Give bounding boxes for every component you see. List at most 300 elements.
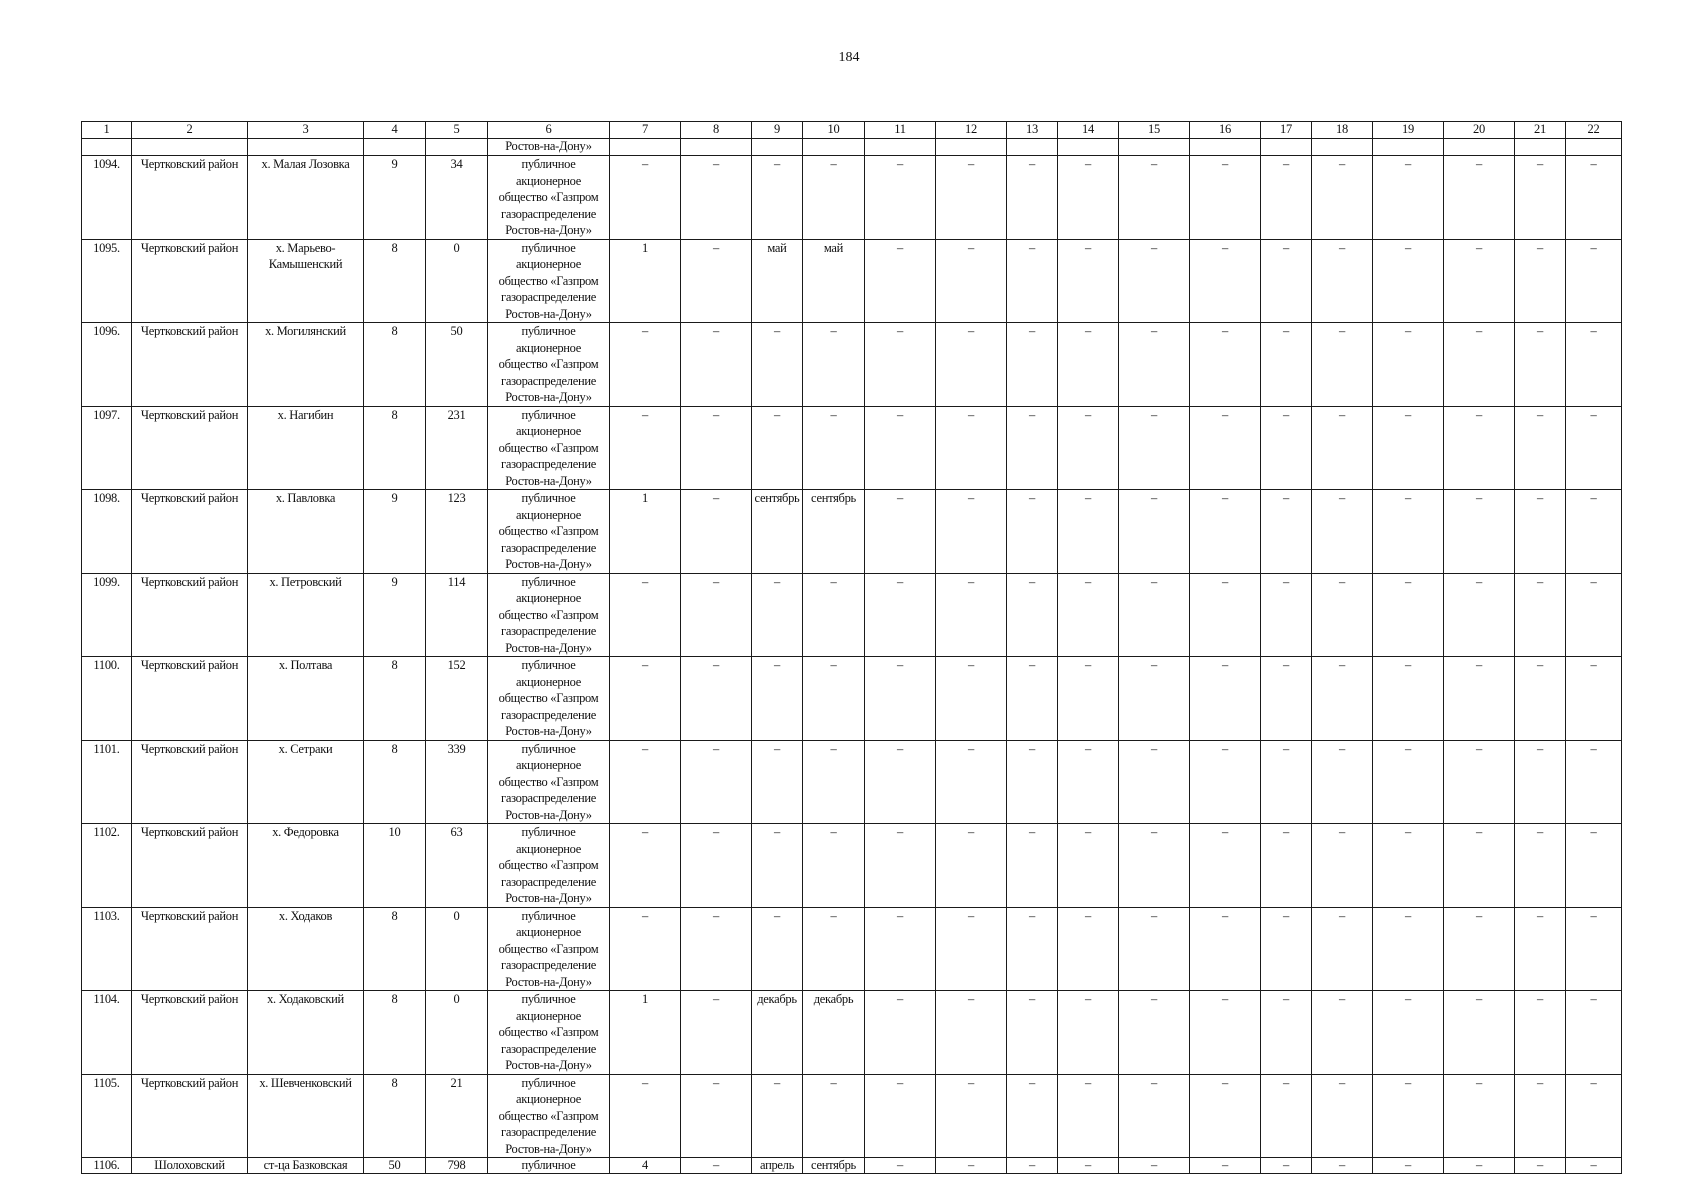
column-12-cell: – <box>936 490 1007 574</box>
column-21-cell: – <box>1515 239 1566 323</box>
row-number-cell: 1106. <box>82 1158 132 1174</box>
table-row <box>82 991 1622 1075</box>
column-5-cell: 0 <box>426 991 488 1075</box>
column-11-cell: – <box>865 1074 936 1158</box>
column-8-cell: – <box>681 323 752 407</box>
column-5-cell: 21 <box>426 1074 488 1158</box>
organization-line: газораспределение <box>501 624 596 638</box>
district-cell: Чертковский район <box>132 907 248 991</box>
column-4-cell: 8 <box>364 740 426 824</box>
continuation-empty-cell <box>1119 139 1190 156</box>
continuation-empty-cell <box>248 139 364 156</box>
organization-line: газораспределение <box>501 707 596 722</box>
organization-line: общество «Газпром <box>498 941 599 956</box>
column-15-cell: – <box>1119 156 1190 240</box>
column-5-cell: 50 <box>426 323 488 407</box>
column-9-cell: сентябрь <box>752 490 803 574</box>
organization-line: публичное <box>521 741 576 756</box>
column-11-cell: – <box>865 657 936 741</box>
column-19-cell: – <box>1373 740 1444 824</box>
column-15-cell: – <box>1119 1074 1190 1158</box>
column-9-cell: апрель <box>752 1158 803 1174</box>
district-cell: Чертковский район <box>132 239 248 323</box>
header-cell-18: 18 <box>1312 122 1373 139</box>
column-15-cell: – <box>1119 323 1190 407</box>
continuation-empty-cell <box>681 139 752 156</box>
column-18-cell: – <box>1312 573 1373 657</box>
district-cell: Чертковский район <box>132 657 248 741</box>
locality-cell: х. Могилянский <box>248 323 364 407</box>
column-14-cell: – <box>1058 740 1119 824</box>
row-number-cell: 1101. <box>82 740 132 824</box>
district-cell: Чертковский район <box>132 406 248 490</box>
column-10-cell: декабрь <box>803 991 865 1075</box>
organization-line: Ростов-на-Дону» <box>505 306 592 321</box>
column-5-cell: 0 <box>426 239 488 323</box>
column-4-cell: 8 <box>364 657 426 741</box>
column-7-cell: – <box>610 573 681 657</box>
district-cell: Чертковский район <box>132 1074 248 1158</box>
organization-cell <box>488 907 610 991</box>
column-13-cell: – <box>1007 907 1058 991</box>
organization-line: публичное <box>521 491 576 505</box>
column-10-cell: сентябрь <box>803 1158 865 1174</box>
column-14-cell: – <box>1058 323 1119 407</box>
column-22-cell: – <box>1566 323 1622 407</box>
column-16-cell: – <box>1190 824 1261 908</box>
column-7-cell: – <box>610 1074 681 1158</box>
organization-line: акционерное <box>515 1008 582 1023</box>
column-20-cell: – <box>1444 406 1515 490</box>
organization-line: акционерное <box>515 674 582 689</box>
organization-line: газораспределение <box>501 1125 596 1139</box>
organization-line: газораспределение <box>501 206 596 221</box>
organization-cell <box>488 824 610 908</box>
column-20-cell: – <box>1444 1158 1515 1174</box>
row-number-cell: 1096. <box>82 323 132 407</box>
organization-line: газораспределение <box>501 457 596 471</box>
table-row <box>82 740 1622 824</box>
column-15-cell: – <box>1119 657 1190 741</box>
header-cell-21: 21 <box>1515 122 1566 139</box>
locality-cell: х. Малая Лозовка <box>248 156 364 240</box>
column-12-cell: – <box>936 740 1007 824</box>
organization-line: акционерное <box>515 173 582 188</box>
column-13-cell: – <box>1007 657 1058 741</box>
header-cell-3: 3 <box>248 122 364 139</box>
column-4-cell: 8 <box>364 1074 426 1158</box>
column-17-cell: – <box>1261 156 1312 240</box>
continuation-empty-cell <box>610 139 681 156</box>
column-4-cell: 8 <box>364 406 426 490</box>
column-17-cell: – <box>1261 991 1312 1075</box>
organization-line: общество «Газпром <box>498 524 599 538</box>
column-4-cell: 10 <box>364 824 426 908</box>
organization-line: газораспределение <box>501 540 596 555</box>
row-number-cell: 1098. <box>82 490 132 574</box>
row-number-cell: 1099. <box>82 573 132 657</box>
table-row <box>82 239 1622 323</box>
column-7-cell: – <box>610 657 681 741</box>
column-14-cell: – <box>1058 490 1119 574</box>
column-12-cell: – <box>936 573 1007 657</box>
row-number-cell: 1104. <box>82 991 132 1075</box>
column-13-cell: – <box>1007 740 1058 824</box>
column-10-cell: – <box>803 740 865 824</box>
column-19-cell: – <box>1373 907 1444 991</box>
district-cell: Шолоховский <box>132 1158 248 1174</box>
column-17-cell: – <box>1261 824 1312 908</box>
column-5-cell: 152 <box>426 657 488 741</box>
header-cell-5: 5 <box>426 122 488 139</box>
continuation-empty-cell <box>1444 139 1515 156</box>
column-19-cell: – <box>1373 490 1444 574</box>
column-9-cell: – <box>752 573 803 657</box>
organization-line: публичное <box>521 1075 576 1090</box>
organization-line: общество «Газпром <box>498 1108 599 1123</box>
organization-line: Ростов-на-Дону» <box>505 1141 592 1156</box>
column-18-cell: – <box>1312 1074 1373 1158</box>
table-row <box>82 573 1622 657</box>
column-17-cell: – <box>1261 657 1312 741</box>
organization-line: акционерное <box>515 257 582 271</box>
row-number-cell: 1097. <box>82 406 132 490</box>
organization-cell <box>488 406 610 490</box>
column-19-cell: – <box>1373 239 1444 323</box>
column-11-cell: – <box>865 991 936 1075</box>
column-20-cell: – <box>1444 824 1515 908</box>
column-13-cell: – <box>1007 156 1058 240</box>
organization-line: Ростов-на-Дону» <box>505 473 592 488</box>
continuation-empty-cell <box>1261 139 1312 156</box>
column-13-cell: – <box>1007 991 1058 1075</box>
locality-cell: х. Петровский <box>248 573 364 657</box>
organization-line: Ростов-на-Дону» <box>505 1058 592 1072</box>
header-cell-4: 4 <box>364 122 426 139</box>
column-5-cell: 34 <box>426 156 488 240</box>
continuation-row <box>82 139 1622 156</box>
row-number-cell: 1103. <box>82 907 132 991</box>
organization-line: газораспределение <box>501 958 596 972</box>
column-9-cell: – <box>752 824 803 908</box>
column-18-cell: – <box>1312 907 1373 991</box>
column-13-cell: – <box>1007 824 1058 908</box>
column-7-cell: 1 <box>610 991 681 1075</box>
organization-line: Ростов-на-Дону» <box>505 223 592 237</box>
organization-line: публичное <box>521 825 576 839</box>
organization-line: Ростов-на-Дону» <box>505 557 592 571</box>
organization-line: публичное <box>521 324 576 338</box>
column-5-cell: 231 <box>426 406 488 490</box>
column-16-cell: – <box>1190 1074 1261 1158</box>
column-20-cell: – <box>1444 907 1515 991</box>
gasification-table <box>81 121 1622 1174</box>
continuation-empty-cell <box>1566 139 1622 156</box>
locality-cell: х. Павловка <box>248 490 364 574</box>
column-15-cell: – <box>1119 490 1190 574</box>
column-11-cell: – <box>865 406 936 490</box>
organization-line: публичное <box>521 407 576 422</box>
continuation-empty-cell <box>1373 139 1444 156</box>
column-7-cell: – <box>610 907 681 991</box>
column-21-cell: – <box>1515 824 1566 908</box>
column-16-cell: – <box>1190 239 1261 323</box>
column-13-cell: – <box>1007 490 1058 574</box>
column-5-cell: 114 <box>426 573 488 657</box>
column-19-cell: – <box>1373 323 1444 407</box>
header-cell-20: 20 <box>1444 122 1515 139</box>
column-8-cell: – <box>681 490 752 574</box>
organization-line: газораспределение <box>501 1041 596 1056</box>
table-row <box>82 406 1622 490</box>
column-16-cell: – <box>1190 490 1261 574</box>
column-9-cell: май <box>752 239 803 323</box>
organization-line: публичное <box>521 992 576 1006</box>
column-5-cell: 339 <box>426 740 488 824</box>
column-18-cell: – <box>1312 1158 1373 1174</box>
column-15-cell: – <box>1119 824 1190 908</box>
continuation-empty-cell <box>752 139 803 156</box>
column-19-cell: – <box>1373 406 1444 490</box>
column-15-cell: – <box>1119 239 1190 323</box>
column-20-cell: – <box>1444 490 1515 574</box>
header-cell-13: 13 <box>1007 122 1058 139</box>
column-11-cell: – <box>865 907 936 991</box>
column-17-cell: – <box>1261 740 1312 824</box>
column-16-cell: – <box>1190 991 1261 1075</box>
column-8-cell: – <box>681 239 752 323</box>
header-cell-6: 6 <box>488 122 610 139</box>
column-17-cell: – <box>1261 1158 1312 1174</box>
district-cell: Чертковский район <box>132 323 248 407</box>
column-8-cell: – <box>681 573 752 657</box>
column-20-cell: – <box>1444 991 1515 1075</box>
column-12-cell: – <box>936 323 1007 407</box>
column-4-cell: 8 <box>364 907 426 991</box>
table-row <box>82 323 1622 407</box>
column-17-cell: – <box>1261 406 1312 490</box>
locality-cell: х. Ходаков <box>248 907 364 991</box>
column-9-cell: – <box>752 406 803 490</box>
column-8-cell: – <box>681 406 752 490</box>
column-21-cell: – <box>1515 740 1566 824</box>
organization-line: газораспределение <box>501 874 596 889</box>
continuation-empty-cell <box>364 139 426 156</box>
column-10-cell: – <box>803 1074 865 1158</box>
column-14-cell: – <box>1058 1074 1119 1158</box>
column-11-cell: – <box>865 740 936 824</box>
column-11-cell: – <box>865 490 936 574</box>
continuation-empty-cell <box>1190 139 1261 156</box>
column-14-cell: – <box>1058 907 1119 991</box>
organization-cell <box>488 657 610 741</box>
column-18-cell: – <box>1312 824 1373 908</box>
column-20-cell: – <box>1444 239 1515 323</box>
organization-line: общество «Газпром <box>498 190 599 204</box>
column-20-cell: – <box>1444 156 1515 240</box>
header-row <box>82 122 1622 139</box>
organization-line: общество «Газпром <box>498 440 599 455</box>
row-number-cell: 1102. <box>82 824 132 908</box>
column-18-cell: – <box>1312 657 1373 741</box>
column-11-cell: – <box>865 1158 936 1174</box>
column-12-cell: – <box>936 239 1007 323</box>
header-cell-2: 2 <box>132 122 248 139</box>
continuation-empty-cell <box>82 139 132 156</box>
organization-cell <box>488 156 610 240</box>
column-13-cell: – <box>1007 1074 1058 1158</box>
column-8-cell: – <box>681 907 752 991</box>
table-row <box>82 490 1622 574</box>
column-10-cell: – <box>803 824 865 908</box>
column-8-cell: – <box>681 156 752 240</box>
column-19-cell: – <box>1373 991 1444 1075</box>
column-14-cell: – <box>1058 573 1119 657</box>
organization-line: акционерное <box>515 841 582 856</box>
organization-line: общество «Газпром <box>498 858 599 872</box>
column-21-cell: – <box>1515 657 1566 741</box>
column-14-cell: – <box>1058 156 1119 240</box>
header-cell-12: 12 <box>936 122 1007 139</box>
district-cell: Чертковский район <box>132 740 248 824</box>
column-17-cell: – <box>1261 239 1312 323</box>
column-22-cell: – <box>1566 824 1622 908</box>
locality-cell: х. Нагибин <box>248 406 364 490</box>
row-number-cell: 1095. <box>82 239 132 323</box>
locality-cell: х. Шевченковский <box>248 1074 364 1158</box>
column-13-cell: – <box>1007 1158 1058 1174</box>
column-19-cell: – <box>1373 824 1444 908</box>
column-20-cell: – <box>1444 740 1515 824</box>
column-18-cell: – <box>1312 406 1373 490</box>
organization-line: акционерное <box>515 925 582 939</box>
column-10-cell: – <box>803 156 865 240</box>
organization-cell <box>488 1074 610 1158</box>
column-10-cell: – <box>803 406 865 490</box>
column-7-cell: – <box>610 406 681 490</box>
organization-line: общество «Газпром <box>498 273 599 288</box>
column-12-cell: – <box>936 907 1007 991</box>
district-cell: Чертковский район <box>132 573 248 657</box>
column-22-cell: – <box>1566 239 1622 323</box>
column-22-cell: – <box>1566 657 1622 741</box>
organization-line: Ростов-на-Дону» <box>505 891 592 905</box>
column-4-cell: 9 <box>364 490 426 574</box>
column-16-cell: – <box>1190 156 1261 240</box>
column-11-cell: – <box>865 323 936 407</box>
column-5-cell: 63 <box>426 824 488 908</box>
column-7-cell: – <box>610 156 681 240</box>
column-16-cell: – <box>1190 1158 1261 1174</box>
column-20-cell: – <box>1444 1074 1515 1158</box>
column-9-cell: – <box>752 156 803 240</box>
column-13-cell: – <box>1007 573 1058 657</box>
column-8-cell: – <box>681 991 752 1075</box>
column-21-cell: – <box>1515 1074 1566 1158</box>
continuation-empty-cell <box>132 139 248 156</box>
locality-cell: х. Полтава <box>248 657 364 741</box>
district-cell: Чертковский район <box>132 824 248 908</box>
column-22-cell: – <box>1566 1158 1622 1174</box>
column-21-cell: – <box>1515 490 1566 574</box>
organization-line: Ростов-на-Дону» <box>505 974 592 989</box>
organization-line: публичное <box>521 574 576 589</box>
column-10-cell: сентябрь <box>803 490 865 574</box>
column-18-cell: – <box>1312 156 1373 240</box>
organization-cell: публичное <box>488 1158 610 1174</box>
column-5-cell: 123 <box>426 490 488 574</box>
page-number: 184 <box>838 50 860 65</box>
column-16-cell: – <box>1190 657 1261 741</box>
organization-cell <box>488 490 610 574</box>
column-8-cell: – <box>681 1158 752 1174</box>
organization-line: акционерное <box>515 591 582 605</box>
column-21-cell: – <box>1515 1158 1566 1174</box>
column-9-cell: – <box>752 907 803 991</box>
column-14-cell: – <box>1058 824 1119 908</box>
column-7-cell: – <box>610 824 681 908</box>
column-4-cell: 8 <box>364 323 426 407</box>
continuation-empty-cell <box>1515 139 1566 156</box>
column-5-cell: 798 <box>426 1158 488 1174</box>
column-11-cell: – <box>865 824 936 908</box>
column-22-cell: – <box>1566 156 1622 240</box>
column-13-cell: – <box>1007 406 1058 490</box>
row-number-cell: 1105. <box>82 1074 132 1158</box>
column-9-cell: – <box>752 740 803 824</box>
header-cell-7: 7 <box>610 122 681 139</box>
column-7-cell: 4 <box>610 1158 681 1174</box>
organization-line: Ростов-на-Дону» <box>505 390 592 404</box>
column-16-cell: – <box>1190 907 1261 991</box>
organization-line: акционерное <box>515 507 582 522</box>
organization-cell <box>488 573 610 657</box>
column-18-cell: – <box>1312 239 1373 323</box>
column-14-cell: – <box>1058 406 1119 490</box>
column-22-cell: – <box>1566 991 1622 1075</box>
column-21-cell: – <box>1515 991 1566 1075</box>
column-9-cell: декабрь <box>752 991 803 1075</box>
organization-line: публичное <box>521 658 576 672</box>
header-cell-11: 11 <box>865 122 936 139</box>
column-17-cell: – <box>1261 490 1312 574</box>
column-4-cell: 8 <box>364 991 426 1075</box>
continuation-empty-cell <box>936 139 1007 156</box>
column-19-cell: – <box>1373 156 1444 240</box>
locality-cell: х. Федоровка <box>248 824 364 908</box>
column-20-cell: – <box>1444 573 1515 657</box>
column-22-cell: – <box>1566 573 1622 657</box>
organization-line: акционерное <box>515 1092 582 1106</box>
column-14-cell: – <box>1058 239 1119 323</box>
header-cell-1: 1 <box>82 122 132 139</box>
column-19-cell: – <box>1373 1074 1444 1158</box>
column-12-cell: – <box>936 156 1007 240</box>
continuation-org-cell: Ростов-на-Дону» <box>488 139 610 156</box>
table-row <box>82 156 1622 240</box>
header-cell-17: 17 <box>1261 122 1312 139</box>
table-row-last <box>82 1158 1622 1174</box>
organization-line: акционерное <box>515 424 582 438</box>
column-19-cell: – <box>1373 573 1444 657</box>
column-18-cell: – <box>1312 490 1373 574</box>
table-row <box>82 907 1622 991</box>
organization-line: общество «Газпром <box>498 691 599 705</box>
organization-line: газораспределение <box>501 373 596 388</box>
column-16-cell: – <box>1190 740 1261 824</box>
locality-cell: х. Сетраки <box>248 740 364 824</box>
organization-cell <box>488 323 610 407</box>
